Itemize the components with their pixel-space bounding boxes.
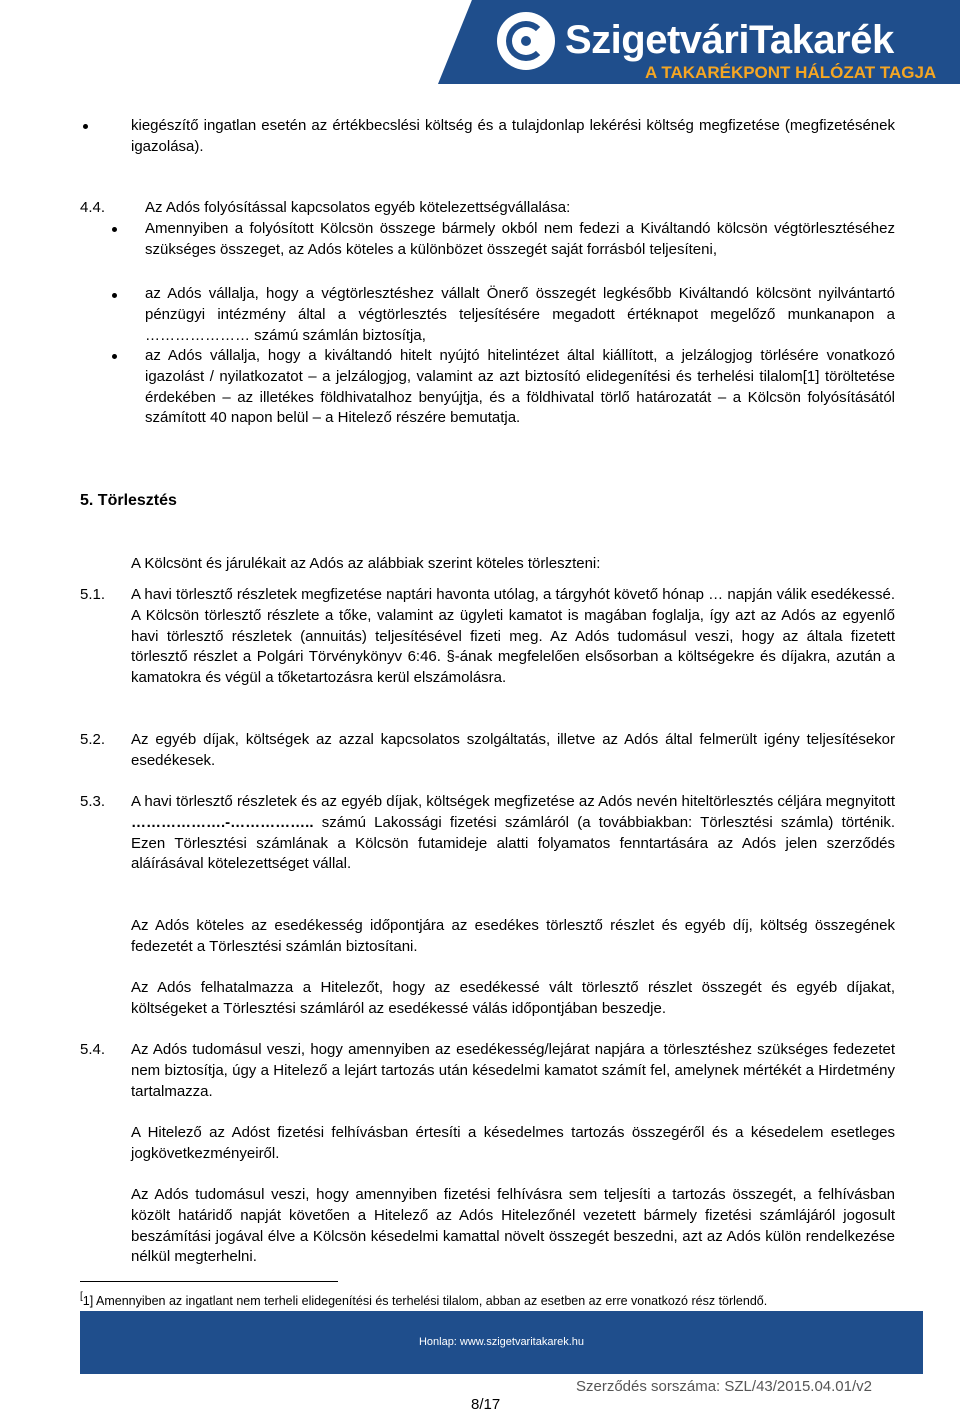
header-banner <box>0 0 960 84</box>
contract-number: Szerződés sorszáma: SZL/43/2015.04.01/v2 <box>576 1378 873 1395</box>
bullet-icon <box>112 227 117 232</box>
paragraph-5-4-2: A Hitelező az Adóst fizetési felhívásban értesíti a késedelmes tartozás összegéről és a késedelem esetleges jogkövetkezményeiről. <box>131 1124 895 1162</box>
brand-name: SzigetváriTakarék <box>565 18 894 62</box>
footer-banner <box>80 1311 923 1374</box>
bullet-icon <box>112 354 117 359</box>
footnote-marker: [ <box>80 1291 83 1302</box>
section-title-4-4: Az Adós folyósítással kapcsolatos egyéb kötelezettségvállalása: <box>145 199 571 216</box>
paragraph-5-4: Az Adós tudomásul veszi, hogy amennyiben az esedékesség/lejárat napjára a törlesztéshez szükséges fedezetet nem biztosítja, úgy a Hitelező a lejárt tartozás után késedelmi kamatot számít fel, amelynek mértékét a Hirdetmény tartalmazza. <box>131 1041 895 1100</box>
header-white-panel <box>0 0 480 84</box>
footnote-separator <box>80 1281 338 1282</box>
paragraph-4-4-bullet-2: az Adós vállalja, hogy a végtörlesztéshez vállalt Önerő összegét legkésőbb Kiváltandó kölcsönt nyilvántartó pénzügyi intézmény által a végtörlesztés teljesítésére megadott értéknapot megelőző munkanapon a ………………… számú számlán biztosítja, <box>145 285 895 344</box>
paragraph-5-1: A havi törlesztő részletek megfizetése naptári havonta utólag, a tárgyhót követő hónap … napján válik esedékessé. A Kölcsön törlesztő részlete a tőke, valamint az ügyleti kamatot is magában foglalja, így azt az Adós az egyenlő havi törlesztő részletek (annuitás) teljesítésével fizeti meg. Az Adós tudomásul veszi, hogy az általa fizetett törlesztő részlet a Polgári Törvénykönyv 6:46. §-ának megfelelően elsősorban a költségekre és díjakra, azután a kamatokra és végül a tőketartozásra kerül elszámolásra. <box>131 586 895 687</box>
paragraph-4-3-bullet: kiegészítő ingatlan esetén az értékbecslési költség és a tulajdonlap lekérési költség megfizetése (megfizetésének igazolása). <box>131 117 895 155</box>
section-5-intro: A Kölcsönt és járulékait az Adós az alábbiak szerint köteles törleszteni: <box>131 555 601 572</box>
paragraph-5-4-3: Az Adós tudomásul veszi, hogy amennyiben fizetési felhívásra sem teljesíti a tartozás összegét, a felhívásban közölt határidő napját követően a Hitelező az Adós Hitelezőnél vezetett bármely fizetési számlájáról jogosult beszámítási jogával élve a Kölcsön késedelmi kamattal növelt összegét beszedni, azt az Adós külön rendelkezése nélkül megterhelni. <box>131 1186 895 1266</box>
section-number-5-2: 5.2. <box>80 731 106 748</box>
footer-website: Honlap: www.szigetvaritakarek.hu <box>418 1336 585 1348</box>
paragraph-4-4-bullet-3: az Adós vállalja, hogy a kiváltandó hitelt nyújtó hitelintézet által kiállított, a jelzálogjog törlésére vonatkozó igazolást / nyilatkozatot – a jelzálogjog, valamint az azt biztosító elidegenítési és terhelési tilalom[1] töröltetése érdekében – az illetékes földhivatalhoz benyújtja, és a földhivatal törlő határozatát – a Kölcsön folyósításától számított 40 napon belül – a Hitelező részére bemutatja. <box>145 347 895 427</box>
section-number-4-4: 4.4. <box>80 199 106 216</box>
section-number-5-3: 5.3. <box>80 793 106 810</box>
paragraph-5-3-part-2: számú Lakossági fizetési számláról (a továbbiakban: Törlesztési számla) történik. Ezen Törlesztési számlának a Kölcsön futamideje alatti folyamatos fenntartására az Adós jelen szerződés aláírásával kötelezettséget vállal. <box>131 813 895 873</box>
bullet-icon <box>112 293 117 298</box>
paragraph-5-3-part-1: A havi törlesztő részletek és az egyéb díjak, költségek megfizetése az Adós nevén hiteltörlesztés céljára megnyitott <box>131 793 895 810</box>
section-number-5-1: 5.1. <box>80 586 106 603</box>
page-number: 8/17 <box>471 1396 501 1413</box>
bullet-icon <box>83 124 88 129</box>
footnote <box>80 1288 767 1310</box>
account-number-placeholder: ……………….-…………….. <box>131 813 314 831</box>
section-heading-5: 5. Törlesztés <box>80 492 177 509</box>
brand-tagline: A TAKARÉKPONT HÁLÓZAT TAGJA <box>645 63 937 82</box>
logo-dot <box>521 36 531 46</box>
section-number-5-4: 5.4. <box>80 1041 106 1058</box>
paragraph-5-3 <box>131 792 895 875</box>
paragraph-5-2: Az egyéb díjak, költségek az azzal kapcsolatos szolgáltatás, illetve az Adós által felmerült igény teljesítésekor esedékesek. <box>131 731 895 769</box>
footnote-text: 1] Amennyiben az ingatlant nem terheli elidegenítési és terhelési tilalom, abban az esetben az erre vonatkozó rész törlendő. <box>82 1294 768 1308</box>
paragraph-4-4-bullet-1: Amennyiben a folyósított Kölcsön összege bármely okból nem fedezi a Kiváltandó kölcsön végtörlesztéséhez szükséges összeget, az Adós köteles a különbözet összegét saját forrásból teljesíteni, <box>145 220 895 258</box>
brand-logo-icon <box>497 12 555 70</box>
paragraph-5-3-3: Az Adós felhatalmazza a Hitelezőt, hogy az esedékessé vált törlesztő részlet összegét és egyéb díjakat, költségeket a Törlesztési számláról az esedékessé válás időpontjában beszedje. <box>131 979 895 1017</box>
paragraph-5-3-2: Az Adós köteles az esedékesség időpontjára az esedékes törlesztő részlet és egyéb díj, költség összegének fedezetét a Törlesztési számlán biztosítani. <box>131 917 895 955</box>
